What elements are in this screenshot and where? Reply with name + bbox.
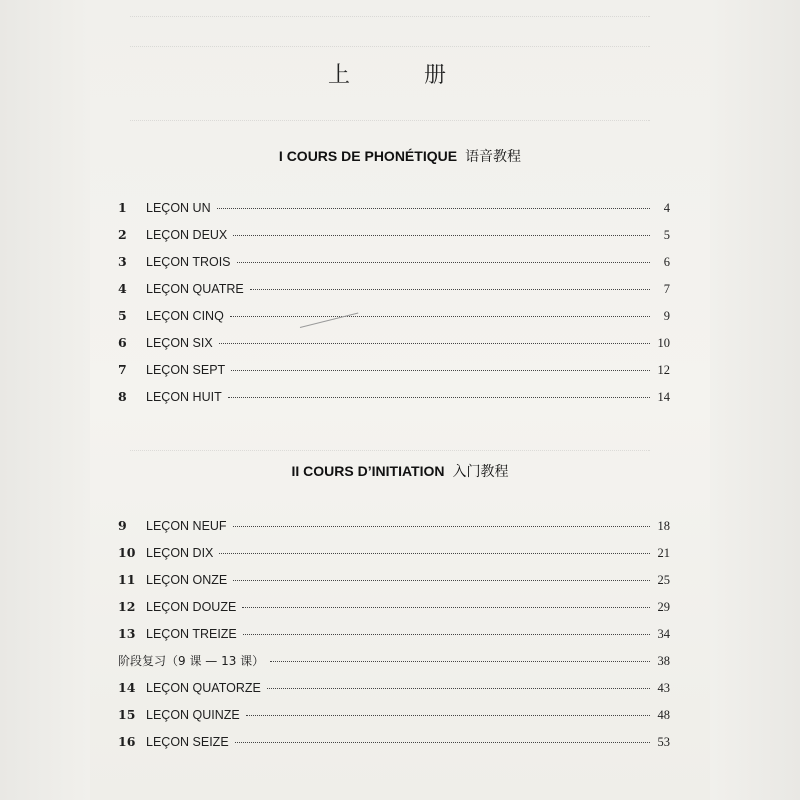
toc-entry[interactable] bbox=[118, 335, 670, 351]
dot-leader bbox=[228, 397, 650, 398]
page-number: 29 bbox=[657, 600, 670, 614]
lesson-number: 8 bbox=[118, 389, 127, 404]
dot-leader bbox=[237, 262, 650, 263]
lesson-title: LEÇON NEUF bbox=[146, 519, 227, 533]
lesson-title: LEÇON TREIZE bbox=[146, 627, 237, 641]
bleed-through-line bbox=[130, 110, 650, 121]
dot-leader bbox=[219, 553, 650, 554]
section-heading-phonetique bbox=[0, 146, 800, 166]
toc-entry[interactable] bbox=[118, 626, 670, 642]
lesson-title: LEÇON CINQ bbox=[146, 309, 224, 323]
lesson-title: LEÇON ONZE bbox=[146, 573, 228, 587]
bleed-through-line bbox=[130, 6, 650, 17]
lesson-number: 14 bbox=[118, 680, 136, 695]
page-title: 上 册 bbox=[327, 63, 472, 88]
page-number: 48 bbox=[657, 708, 670, 722]
dot-leader bbox=[217, 208, 650, 209]
page-number: 12 bbox=[657, 363, 670, 377]
lesson-title: LEÇON SIX bbox=[146, 336, 213, 350]
lesson-title: LEÇON QUATRE bbox=[146, 282, 244, 296]
dot-leader bbox=[267, 688, 650, 689]
lesson-number: 4 bbox=[118, 281, 127, 296]
lesson-title: LEÇON HUIT bbox=[146, 390, 222, 404]
lesson-title: LEÇON SEPT bbox=[146, 363, 226, 377]
lesson-number: 1 bbox=[118, 200, 127, 215]
page-number: 43 bbox=[657, 681, 670, 695]
toc-entry[interactable] bbox=[118, 707, 670, 723]
page-edge-right bbox=[710, 0, 800, 800]
dot-leader bbox=[243, 634, 650, 635]
lesson-number: 2 bbox=[118, 227, 127, 242]
lesson-title: LEÇON DIX bbox=[146, 546, 214, 560]
lesson-title: LEÇON UN bbox=[146, 201, 211, 215]
toc-entry[interactable] bbox=[118, 389, 670, 405]
toc-entry[interactable] bbox=[118, 734, 670, 750]
lesson-number: 13 bbox=[118, 626, 136, 641]
section-heading-zh: 入门教程 bbox=[452, 464, 509, 480]
page-number: 18 bbox=[657, 519, 670, 533]
page-number: 6 bbox=[663, 255, 670, 269]
lesson-number: 6 bbox=[118, 335, 127, 350]
dot-leader bbox=[233, 526, 650, 527]
dot-leader bbox=[231, 370, 650, 371]
review-title: 阶段复习（9 课 — 13 课） bbox=[118, 654, 265, 668]
lesson-title: LEÇON TROIS bbox=[146, 255, 231, 269]
dot-leader bbox=[235, 742, 650, 743]
page-number: 53 bbox=[657, 735, 670, 749]
lesson-title: LEÇON QUINZE bbox=[146, 708, 240, 722]
page-edge-left bbox=[0, 0, 90, 800]
page-number: 25 bbox=[657, 573, 670, 587]
page-number: 5 bbox=[663, 228, 670, 242]
dot-leader bbox=[242, 607, 650, 608]
dot-leader bbox=[230, 316, 650, 317]
section-heading-zh: 语音教程 bbox=[465, 149, 522, 165]
toc-entry[interactable] bbox=[118, 281, 670, 297]
section-heading-text: II COURS D’INITIATION bbox=[291, 463, 445, 479]
lesson-number: 3 bbox=[118, 254, 127, 269]
toc-entry[interactable] bbox=[118, 680, 670, 696]
lesson-title: LEÇON DEUX bbox=[146, 228, 228, 242]
dot-leader bbox=[233, 235, 650, 236]
toc-entry[interactable] bbox=[118, 518, 670, 534]
lesson-title: LEÇON SEIZE bbox=[146, 735, 229, 749]
dot-leader bbox=[250, 289, 650, 290]
toc-entry[interactable] bbox=[118, 362, 670, 378]
page-number: 38 bbox=[657, 654, 670, 668]
lesson-number: 10 bbox=[118, 545, 136, 560]
toc-entry[interactable] bbox=[118, 200, 670, 216]
page-number: 4 bbox=[663, 201, 670, 215]
lesson-number: 11 bbox=[118, 572, 136, 587]
page-number: 14 bbox=[657, 390, 670, 404]
page-number: 10 bbox=[657, 336, 670, 350]
dot-leader bbox=[219, 343, 650, 344]
toc-entry[interactable] bbox=[118, 227, 670, 243]
page-number: 9 bbox=[663, 309, 670, 323]
lesson-number: 15 bbox=[118, 707, 136, 722]
page-number: 7 bbox=[663, 282, 670, 296]
page-number: 34 bbox=[657, 627, 670, 641]
lesson-number: 16 bbox=[118, 734, 136, 749]
lesson-number: 9 bbox=[118, 518, 127, 533]
toc-entry[interactable] bbox=[118, 308, 670, 324]
toc-entry-review[interactable] bbox=[118, 653, 670, 669]
section-heading-initiation bbox=[0, 461, 800, 481]
lesson-title: LEÇON DOUZE bbox=[146, 600, 237, 614]
bleed-through-line bbox=[130, 36, 650, 47]
lesson-number: 5 bbox=[118, 308, 127, 323]
dot-leader bbox=[233, 580, 650, 581]
toc-entry[interactable] bbox=[118, 545, 670, 561]
lesson-number: 7 bbox=[118, 362, 127, 377]
toc-entry[interactable] bbox=[118, 572, 670, 588]
toc-entry[interactable] bbox=[118, 599, 670, 615]
page-number: 21 bbox=[657, 546, 670, 560]
bleed-through-line bbox=[130, 440, 650, 451]
dot-leader bbox=[246, 715, 650, 716]
lesson-number: 12 bbox=[118, 599, 136, 614]
toc-entry[interactable] bbox=[118, 254, 670, 270]
section-heading-text: I COURS DE PHONÉTIQUE bbox=[278, 148, 458, 164]
dot-leader bbox=[270, 661, 650, 662]
lesson-title: LEÇON QUATORZE bbox=[146, 681, 261, 695]
